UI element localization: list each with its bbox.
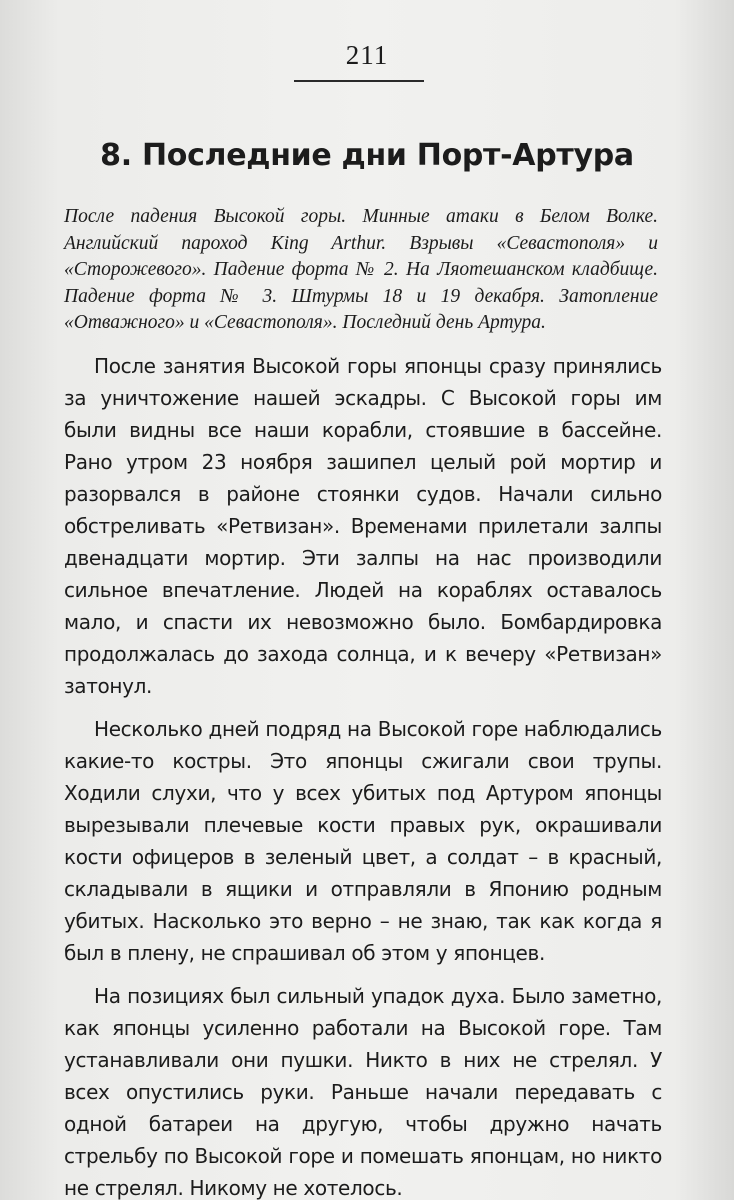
chapter-title: 8. Последние дни Порт-Артура — [100, 138, 634, 173]
chapter-body — [64, 350, 662, 1200]
chapter-summary: После падения Высокой горы. Минные атаки в Белом Волке. Английский пароход King Arthur. Взрывы «Севастополя» и «Сторожевого». Падение форта № 2. На Ляотешанском кладбище. Падение форта № 3. Штурмы 18 и 19 декабря. Затопление «Отважного» и «Севастополя». Последний день Артура. — [64, 206, 658, 333]
page-number-rule — [294, 80, 424, 82]
body-paragraph-3: На позициях был сильный упадок духа. Было заметно, как японцы усиленно работали на Высокой горе. Там устанавливали они пушки. Никто в них не стрелял. У всех опустились руки. Раньше начали передавать с одной батареи на другую, чтобы дружно начать стрельбу по Высокой горе и помешать японцам, но никто не стрелял. Никому не хотелось. — [64, 984, 662, 1200]
body-paragraph-1: После занятия Высокой горы японцы сразу принялись за уничтожение нашей эскадры. С Высокой горы им были видны все наши корабли, стоявшие в бассейне. Рано утром 23 ноября зашипел целый рой мортир и разорвался в районе стоянки судов. Начали сильно обстреливать «Ретвизан». Временами прилетали залпы двенадцати мортир. Эти залпы на нас производили сильное впечатление. Людей на кораблях оставалось мало, и спасти их невозможно было. Бомбардировка продолжалась до захода солнца, и к вечеру «Ретвизан» затонул. — [64, 354, 662, 698]
page-number: 211 — [345, 40, 389, 70]
body-paragraph-2: Несколько дней подряд на Высокой горе наблюдались какие-то костры. Это японцы сжигали свои трупы. Ходили слухи, что у всех убитых под Артуром японцы вырезывали плечевые кости правых рук, окрашивали кости офицеров в зеленый цвет, а солдат – в красный, складывали в ящики и отправляли в Японию родным убитых. Насколько это верно – не знаю, так как когда я был в плену, не спрашивал об этом у японцев. — [64, 717, 662, 965]
